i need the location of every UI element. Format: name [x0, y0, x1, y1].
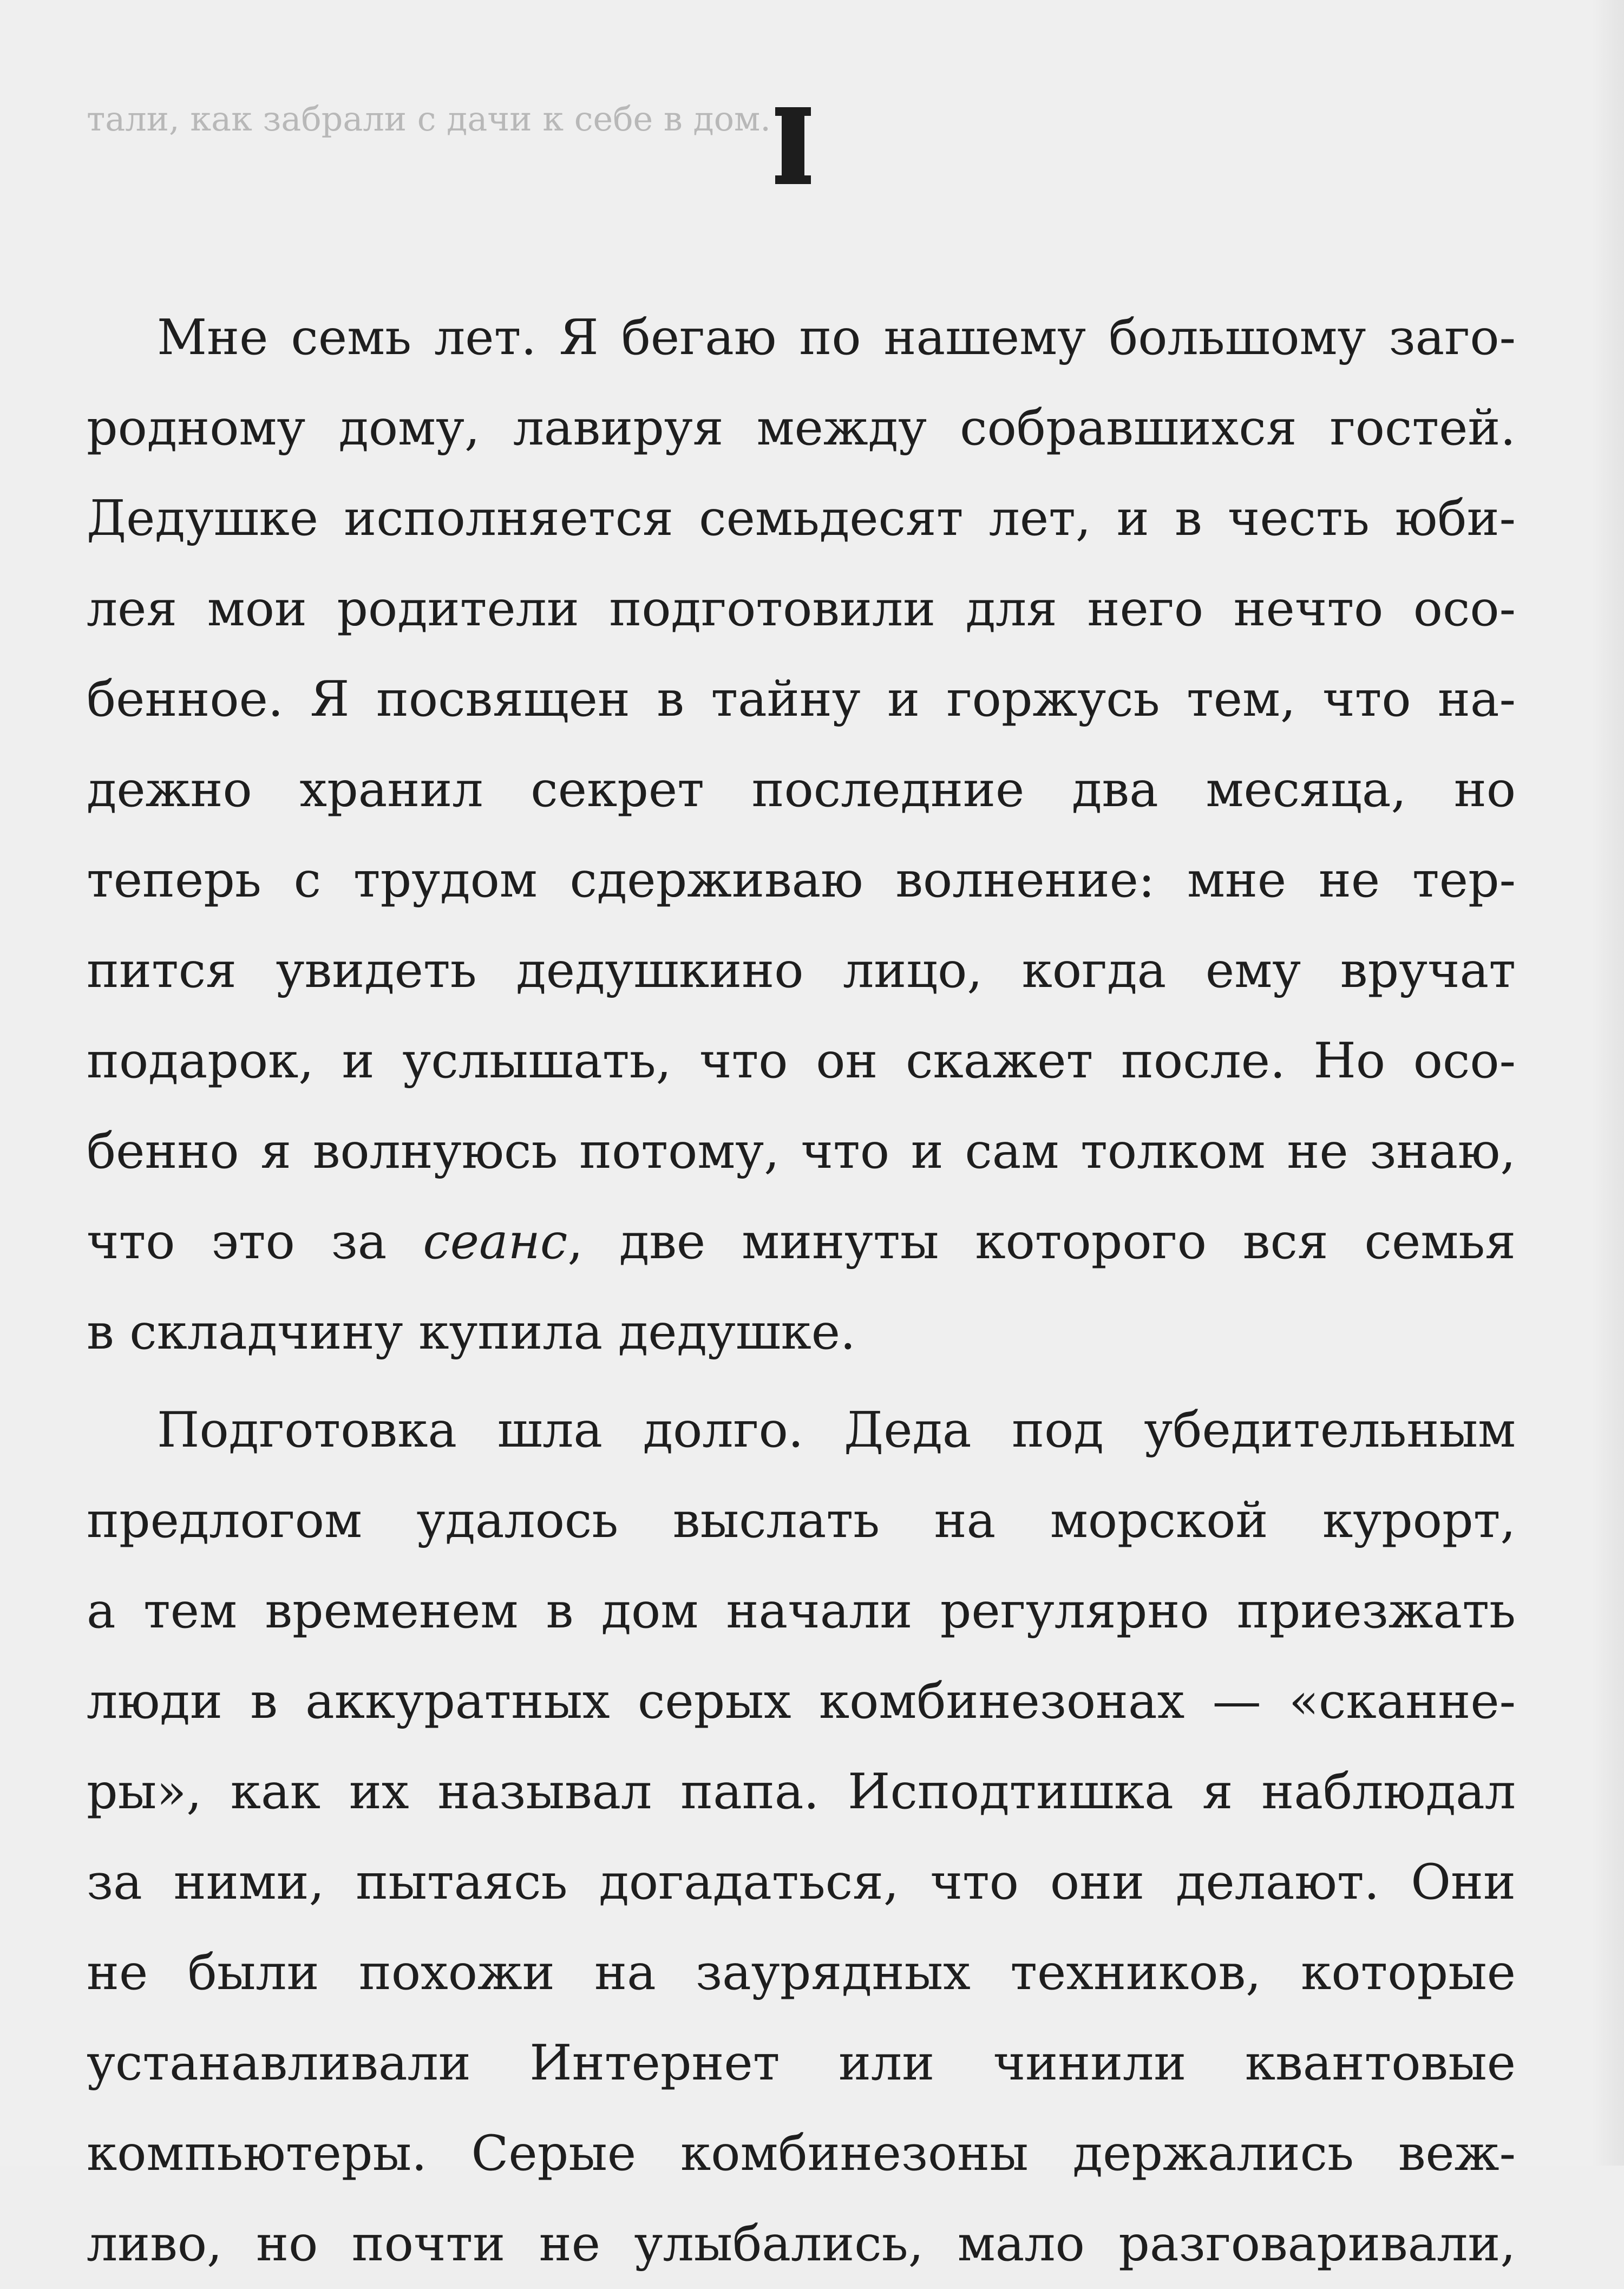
text-line: Дедушке исполняется семьдесят лет, и в честь юби-: [87, 490, 1516, 547]
text-line: пится увидеть дедушкино лицо, когда ему вручат: [87, 942, 1516, 999]
text-line: устанавливали Интернет или чинили квантовые: [87, 2035, 1516, 2091]
page-gutter-shadow: [1592, 0, 1624, 2166]
text-line: ры», как их называл папа. Исподтишка я наблюдал: [87, 1763, 1516, 1820]
text-line: а тем временем в дом начали регулярно приезжать: [87, 1582, 1516, 1639]
text-line: Подготовка шла долго. Деда под убедительным: [157, 1402, 1516, 1459]
text-line: предлогом удалось выслать на морской курорт,: [87, 1492, 1516, 1549]
text-line: бенно я волнуюсь потому, что и сам толком не знаю,: [87, 1123, 1516, 1180]
italic-word: сеанс: [423, 1213, 568, 1270]
text-line: компьютеры. Серые комбинезоны держались веж-: [87, 2125, 1516, 2182]
bleed-through-top-line: тали, как забрали с дачи к себе в дом.: [87, 99, 771, 139]
text-line: подарок, и услышать, что он скажет после. Но осо-: [87, 1032, 1516, 1089]
paragraph-gap: [87, 1377, 1516, 1385]
text-line: бенное. Я посвящен в тайну и горжусь тем, что на-: [87, 671, 1516, 728]
text-line: лея мои родители подготовили для него нечто осо-: [87, 580, 1516, 637]
text-line: дежно хранил секрет последние два месяца, но: [87, 761, 1516, 818]
chapter-number-marker: [782, 107, 804, 184]
text-line: за ними, пытаясь догадаться, что они делают. Они: [87, 1854, 1516, 1911]
text-line: Мне семь лет. Я бегаю по нашему большому заго-: [157, 309, 1516, 366]
text-line: ливо, но почти не улыбались, мало разговаривали,: [87, 2215, 1516, 2272]
text-line-with-italic: [87, 1196, 1516, 1287]
text-segment: что это за: [87, 1213, 423, 1270]
text-line: люди в аккуратных серых комбинезонах — «сканне-: [87, 1673, 1516, 1730]
text-line: не были похожи на заурядных техников, которые: [87, 1944, 1516, 2001]
text-segment: , две минуты которого вся семья: [567, 1213, 1516, 1270]
text-line: в складчину купила дедушке.: [87, 1304, 856, 1361]
body-text: [87, 292, 1516, 2289]
text-line: родному дому, лавируя между собравшихся гостей.: [87, 400, 1516, 456]
text-line: теперь с трудом сдерживаю волнение: мне не тер-: [87, 852, 1516, 908]
